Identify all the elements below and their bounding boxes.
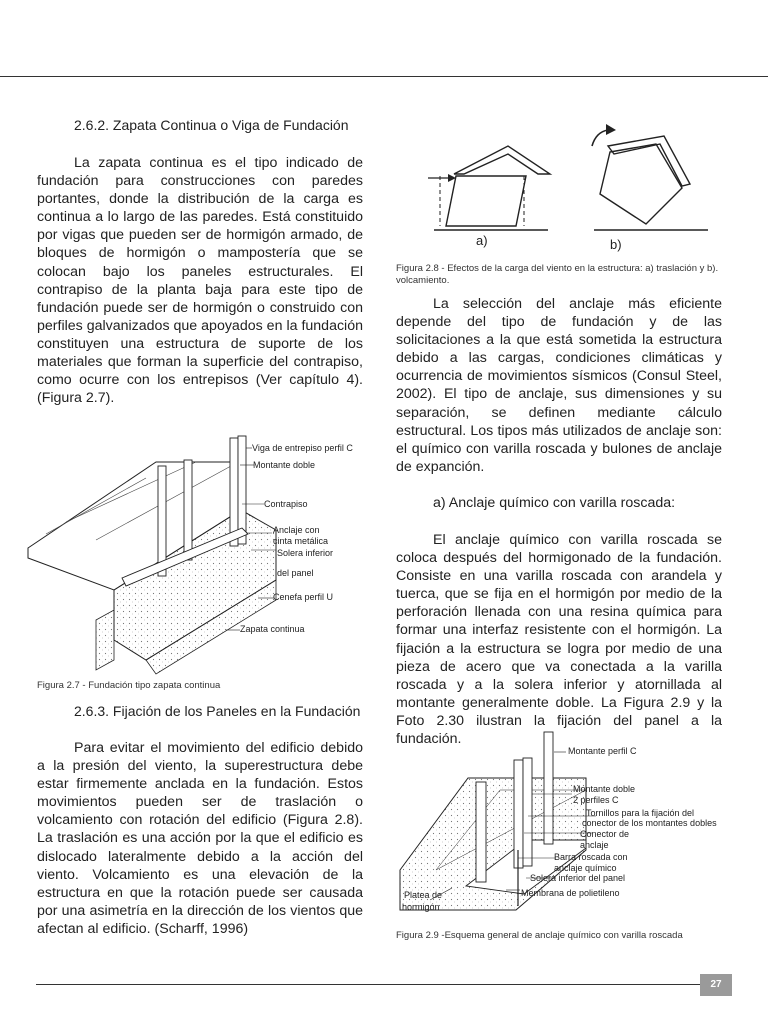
fig29-label-conector: Conector de <box>580 829 630 839</box>
paragraph-seleccion-anclaje: La selección del anclaje más eficiente depende del tipo de fundación y de las solicitaciones a la que está sometida la estructura debido a las cargas, condiciones climáticas y ocurrencia de movimientos sísmicos (Consul Steel, 2002). El tipo de anclaje, sus dimensiones y su separación, se definen mediante cálculo estructural. Los tipos más utilizados de anclaje son: el químico con varilla roscada y bulones de anclaje de expanción. <box>396 296 722 475</box>
fig27-label-zapata: Zapata continua <box>240 624 305 634</box>
paragraph-zapata-continua: La zapata continua es el tipo indicado de fundación para construcciones con paredes portantes, donde la distribución de la carga es continua a lo largo de las paredes. Está constituido por vigas que pueden ser de hormigón armado, de bloques de hormigón o mampostería que se colocan bajo los paneles estructurales. El contrapiso de la planta baja para este tipo de fundación puede ser de hormigón o construido con perfiles galvanizados que apoyados en la fundación constituyen una estructura de suporte de los materiales que forman la superficie del contrapiso, como ocurre con los entrepisos (Ver capítulo 4). (Figura 2.7). <box>37 155 363 407</box>
fig27-label-cenefa: Cenefa perfil U <box>273 592 334 602</box>
subheading-anclaje-quimico: a) Anclaje químico con varilla roscada: <box>433 494 676 511</box>
fig29-label-tornillos: Tornillos para la fijación del <box>586 808 695 818</box>
fig29-label-membrana: Membrana de polietileno <box>521 888 620 898</box>
right-column <box>396 295 722 748</box>
fig29-label-solera: Solera inferior del panel <box>530 873 626 883</box>
fig27-label-viga: Viga de entrepiso perfil C <box>252 443 353 453</box>
fig29-label-montante-doble: Montante doble <box>573 784 636 794</box>
fig29-label-2-perfiles: 2 perfiles C <box>573 795 619 805</box>
fig27-label-anclaje: Anclaje con <box>273 525 320 535</box>
header-rule <box>0 76 768 77</box>
fig29-label-conector-montantes: conector de los montantes dobles <box>582 818 717 828</box>
fig27-label-solera: Solera inferior <box>277 548 334 558</box>
fig29-label-anclaje: anclaje <box>580 840 609 850</box>
fig28-label-a: a) <box>476 233 488 248</box>
caption-figure-2-9: Figura 2.9 -Esquema general de anclaje químico con varilla roscada <box>396 930 683 941</box>
fig27-label-contrapiso: Contrapiso <box>264 499 308 509</box>
section-heading-2-6-3: 2.6.3. Fijación de los Paneles en la Fundación <box>74 703 361 719</box>
fig29-label-hormigon: hormigón <box>402 902 440 912</box>
figure-2-8-efectos-viento <box>420 124 720 258</box>
fig27-label-del-panel: del panel <box>277 568 314 578</box>
fig27-label-cinta: cinta metálica <box>273 536 329 546</box>
caption-figure-2-7: Figura 2.7 - Fundación tipo zapata continua <box>37 680 221 691</box>
fig29-label-anclaje-quimico: anclaje químico <box>554 863 617 873</box>
paragraph-anclaje-quimico: El anclaje químico con varilla roscada se coloca después del hormigonado de la fundación. Consiste en una varilla roscada con arandela y tuerca, que se fija en el hormigón por medio de la perforación llenada con una resina química para formar una interfaz resistente con el hormigón. La fijación a la estructura se logra por medio de una pieza de acero que va conectada a la varilla roscada y a la solera inferior y atornillada al montante generalmente doble. La Figura 2.9 y la Foto 2.30 ilustran la fijación del panel a la fundación. <box>396 531 722 747</box>
fig29-label-montante-perfil-c: Montante perfil C <box>568 746 637 756</box>
fig28-label-b: b) <box>610 237 622 252</box>
paragraph-fijacion-paneles: Para evitar el movimiento del edificio debido a la presión del viento, la superestructura debe estar firmemente anclada en la fundación. Estos movimientos pueden ser de traslación o volcamiento con rotación del edificio (Figura 2.8). La traslación es una acción por la que el edificio es dislocado lateralmente debido a la acción del viento. Volcamiento es una elevación de la estructura en que la rotación puede ser causada por una asimetría en la dirección de los vientos que afectan al edificio. (Scharff, 1996) <box>37 740 363 937</box>
footer-rule <box>36 984 732 985</box>
caption-figure-2-8: Figura 2.8 - Efectos de la carga del viento en la estructura: a) traslación y b). volcamiento. <box>396 263 719 286</box>
page-number: 27 <box>700 974 732 996</box>
figure-2-9-anclaje-quimico <box>396 730 726 924</box>
left-column <box>37 116 363 407</box>
fig29-label-platea: Platea de <box>404 890 443 900</box>
figure-2-7-zapata-continua <box>26 430 376 676</box>
fig27-label-montante: Montante doble <box>253 460 316 470</box>
section-heading-2-6-2: 2.6.2. Zapata Continua o Viga de Fundación <box>74 117 349 133</box>
left-column-lower <box>37 702 363 938</box>
fig29-label-barra-roscada: Barra roscada con <box>554 852 628 862</box>
